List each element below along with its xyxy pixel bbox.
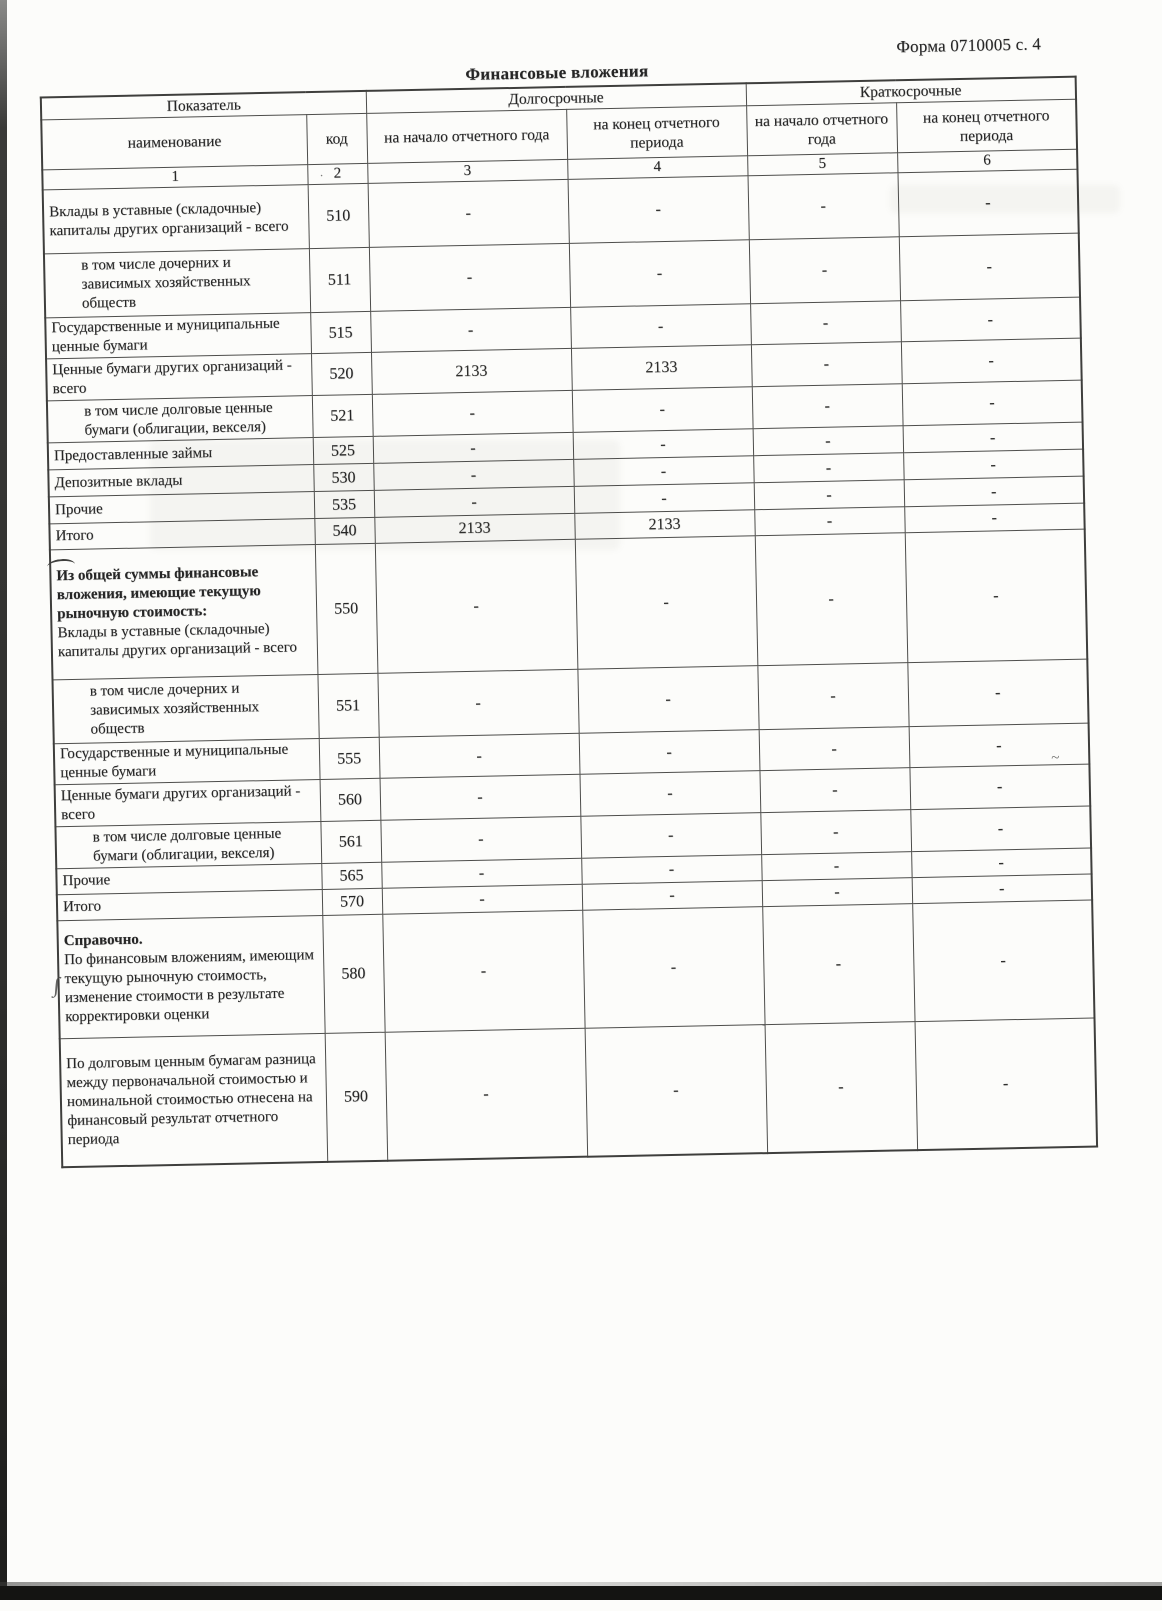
cell-short-term-start: - bbox=[753, 453, 904, 483]
cell-short-term-end: - bbox=[902, 380, 1083, 426]
row-code-cell: 535 bbox=[314, 490, 375, 518]
row-code-cell: 565 bbox=[321, 862, 382, 889]
cell-short-term-end: - bbox=[899, 233, 1080, 301]
table-row bbox=[60, 1018, 1097, 1167]
cell-long-term-end: - bbox=[568, 176, 749, 244]
row-section-lead: Из общей суммы финансовые вложения, имеющие текущую рыночную стоимость: bbox=[56, 564, 261, 623]
cell-long-term-end: 2133 bbox=[574, 510, 755, 540]
row-section-lead: Справочно. bbox=[63, 931, 143, 950]
table-row bbox=[57, 900, 1094, 1039]
cell-long-term-end: - bbox=[582, 881, 763, 911]
row-name: Итого bbox=[62, 898, 102, 916]
col-number-3: 3 bbox=[367, 159, 567, 183]
row-name: в том числе долговые ценные бумаги (облигации, векселя) bbox=[83, 399, 273, 439]
row-code-cell: 525 bbox=[313, 436, 374, 464]
row-name: Вклады в уставные (складочные) капиталы других организаций - всего bbox=[57, 620, 298, 661]
cell-short-term-start: - bbox=[748, 173, 899, 240]
row-code-cell: 521 bbox=[312, 394, 373, 437]
cell-long-term-start: - bbox=[368, 179, 569, 247]
cell-long-term-start: - bbox=[385, 1028, 588, 1160]
cell-long-term-start: - bbox=[373, 459, 574, 490]
cell-short-term-start: - bbox=[749, 237, 900, 304]
pencil-hook-mark: ∫ bbox=[52, 972, 61, 998]
row-name: в том числе долговые ценные бумаги (облигации, векселя) bbox=[92, 825, 282, 865]
row-name: Прочие bbox=[62, 872, 111, 890]
cell-short-term-start: - bbox=[761, 852, 911, 881]
row-name: Вклады в уставные (складочные) капиталы других организаций - всего bbox=[48, 199, 289, 239]
cell-short-term-end: - bbox=[904, 503, 1084, 533]
cell-long-term-end: - bbox=[580, 771, 761, 817]
cell-long-term-end: - bbox=[575, 536, 758, 670]
row-code-cell: 555 bbox=[319, 737, 380, 779]
cell-long-term-end: - bbox=[573, 456, 754, 487]
cell-short-term-start: - bbox=[753, 426, 904, 456]
header-long-term: Долгосрочные bbox=[366, 83, 746, 113]
cell-long-term-start: - bbox=[377, 669, 578, 737]
row-name: в том числе дочерних и зависимых хозяйственных обществ bbox=[89, 680, 260, 738]
header-short-term: Краткосрочные bbox=[746, 77, 1076, 106]
cell-short-term-end: - bbox=[909, 723, 1090, 768]
cell-long-term-end: 2133 bbox=[571, 345, 752, 391]
row-name: По долговым ценным бумагам разница между первоначальной стоимостью и номинальной стоимостью отнесена на финансовый результат отчетного периода bbox=[66, 1050, 316, 1148]
row-name: По финансовым вложениям, имеющим текущую рыночную стоимость, изменение стоимости в результате корректировки оценки bbox=[63, 947, 315, 1026]
row-name-cell bbox=[44, 249, 310, 318]
row-code-cell: 510 bbox=[308, 183, 369, 248]
cell-short-term-end: - bbox=[912, 874, 1092, 904]
cell-short-term-start: - bbox=[752, 384, 903, 429]
cell-short-term-end: - bbox=[909, 764, 1090, 810]
header-short-end-period: на конец отчетного периода bbox=[896, 99, 1077, 153]
cell-short-term-start: - bbox=[757, 663, 908, 730]
row-code-cell: 561 bbox=[320, 820, 381, 863]
cell-long-term-start: - bbox=[379, 733, 580, 778]
row-name: Предоставленные займы bbox=[53, 444, 213, 464]
cell-short-term-start: - bbox=[755, 533, 908, 666]
row-name-cell bbox=[60, 1033, 328, 1166]
cell-short-term-end: - bbox=[900, 297, 1081, 342]
cell-short-term-start: - bbox=[754, 507, 904, 536]
row-code-cell: 590 bbox=[325, 1032, 388, 1161]
cell-short-term-start: - bbox=[760, 810, 911, 855]
row-code-cell: 540 bbox=[314, 517, 375, 544]
cell-long-term-start: - bbox=[375, 539, 578, 673]
cell-long-term-start: - bbox=[380, 774, 581, 820]
cell-long-term-end: - bbox=[570, 304, 751, 349]
cell-long-term-end: - bbox=[577, 666, 758, 734]
cell-long-term-start: - bbox=[372, 390, 573, 436]
cell-long-term-start: - bbox=[370, 307, 571, 352]
row-name: Прочие bbox=[54, 500, 103, 518]
document-title: Финансовые вложения bbox=[465, 61, 649, 84]
cell-long-term-start: - bbox=[382, 884, 582, 914]
header-indicator: Показатель bbox=[41, 91, 366, 120]
row-name-cell bbox=[54, 739, 320, 785]
cell-short-term-end: - bbox=[912, 900, 1094, 1022]
cell-short-term-start: - bbox=[759, 727, 910, 771]
header-code: код bbox=[306, 113, 367, 164]
cell-long-term-start: - bbox=[382, 910, 584, 1032]
cell-long-term-end: - bbox=[580, 813, 761, 859]
cell-long-term-start: 2133 bbox=[371, 348, 572, 394]
cell-long-term-start: - bbox=[369, 243, 570, 311]
cell-long-term-end: - bbox=[574, 483, 755, 514]
row-code-cell: 515 bbox=[310, 311, 371, 353]
col-number-2: 2 bbox=[307, 163, 367, 184]
table-row bbox=[50, 529, 1087, 680]
row-name-cell bbox=[57, 915, 324, 1038]
cell-short-term-end: - bbox=[910, 806, 1091, 852]
pencil-dot-mark: · bbox=[319, 167, 324, 183]
row-name: Ценные бумаги других организаций - всего bbox=[60, 782, 301, 823]
cell-short-term-end: - bbox=[903, 449, 1084, 480]
cell-long-term-start: - bbox=[373, 432, 574, 463]
cell-long-term-end: - bbox=[582, 907, 764, 1029]
cell-short-term-start: - bbox=[750, 301, 901, 345]
cell-short-term-end: - bbox=[915, 1018, 1098, 1150]
cell-short-term-start: - bbox=[762, 904, 914, 1025]
cell-short-term-end: - bbox=[898, 169, 1079, 237]
cell-short-term-end: - bbox=[907, 659, 1088, 727]
cell-short-term-end: - bbox=[901, 338, 1082, 384]
cell-long-term-end: - bbox=[569, 240, 750, 308]
cell-long-term-start: - bbox=[381, 858, 581, 888]
header-long-end-period: на конец отчетного периода bbox=[566, 106, 747, 160]
header-long-start-year: на начало отчетного года bbox=[366, 109, 567, 163]
cell-long-term-end: - bbox=[585, 1025, 768, 1157]
row-name-cell bbox=[47, 396, 313, 443]
row-code-cell: 511 bbox=[309, 247, 370, 312]
cell-long-term-end: - bbox=[581, 855, 762, 885]
cell-long-term-end: - bbox=[579, 730, 760, 775]
row-name: Депозитные вклады bbox=[54, 472, 183, 491]
cell-short-term-end: - bbox=[911, 848, 1091, 878]
row-code-cell: 560 bbox=[320, 778, 381, 821]
cell-short-term-end: - bbox=[905, 529, 1088, 663]
form-number-label: Форма 0710005 с. 4 bbox=[896, 34, 1042, 57]
cell-short-term-start: - bbox=[759, 768, 910, 813]
header-short-start-year: на начало отчетного года bbox=[746, 103, 897, 156]
row-name-cell bbox=[55, 780, 321, 827]
table-body bbox=[43, 169, 1097, 1167]
row-name: Государственные и муниципальные ценные бумаги bbox=[51, 315, 280, 356]
row-name-cell bbox=[55, 821, 321, 868]
cell-long-term-end: - bbox=[572, 387, 753, 433]
row-code-cell: 520 bbox=[311, 352, 372, 395]
cell-short-term-start: - bbox=[751, 342, 902, 387]
row-code-cell: 580 bbox=[322, 914, 384, 1033]
row-code-cell: 570 bbox=[322, 888, 383, 915]
cell-short-term-end: - bbox=[904, 476, 1085, 507]
row-code-cell: 551 bbox=[317, 673, 378, 738]
col-number-5: 5 bbox=[747, 153, 897, 176]
cell-short-term-start: - bbox=[762, 878, 912, 907]
row-name-cell bbox=[45, 313, 311, 359]
row-name: Итого bbox=[55, 527, 94, 545]
financial-investments-table bbox=[40, 76, 1098, 1168]
row-name-cell bbox=[52, 675, 318, 744]
pencil-tilde-mark: ~ bbox=[1051, 750, 1060, 767]
cell-long-term-start: - bbox=[380, 816, 581, 862]
col-number-1: 1 bbox=[42, 165, 307, 190]
cell-long-term-start: - bbox=[374, 486, 575, 517]
row-name-cell bbox=[43, 185, 309, 254]
row-code-cell: 550 bbox=[315, 543, 378, 674]
col-number-4: 4 bbox=[567, 156, 747, 180]
row-code-cell: 530 bbox=[313, 463, 374, 491]
cell-short-term-start: - bbox=[765, 1022, 918, 1153]
row-name: Ценные бумаги других организаций - всего bbox=[52, 356, 292, 397]
cell-long-term-start: 2133 bbox=[374, 513, 574, 543]
cell-short-term-end: - bbox=[903, 422, 1084, 453]
row-name-cell bbox=[46, 354, 312, 401]
cell-long-term-end: - bbox=[573, 429, 754, 460]
header-name: наименование bbox=[41, 115, 307, 170]
row-name: Государственные и муниципальные ценные бумаги bbox=[59, 741, 289, 782]
row-name-cell bbox=[50, 545, 318, 680]
col-number-6: 6 bbox=[897, 149, 1077, 173]
row-name: в том числе дочерних и зависимых хозяйственных обществ bbox=[81, 254, 251, 312]
cell-short-term-start: - bbox=[754, 480, 905, 510]
